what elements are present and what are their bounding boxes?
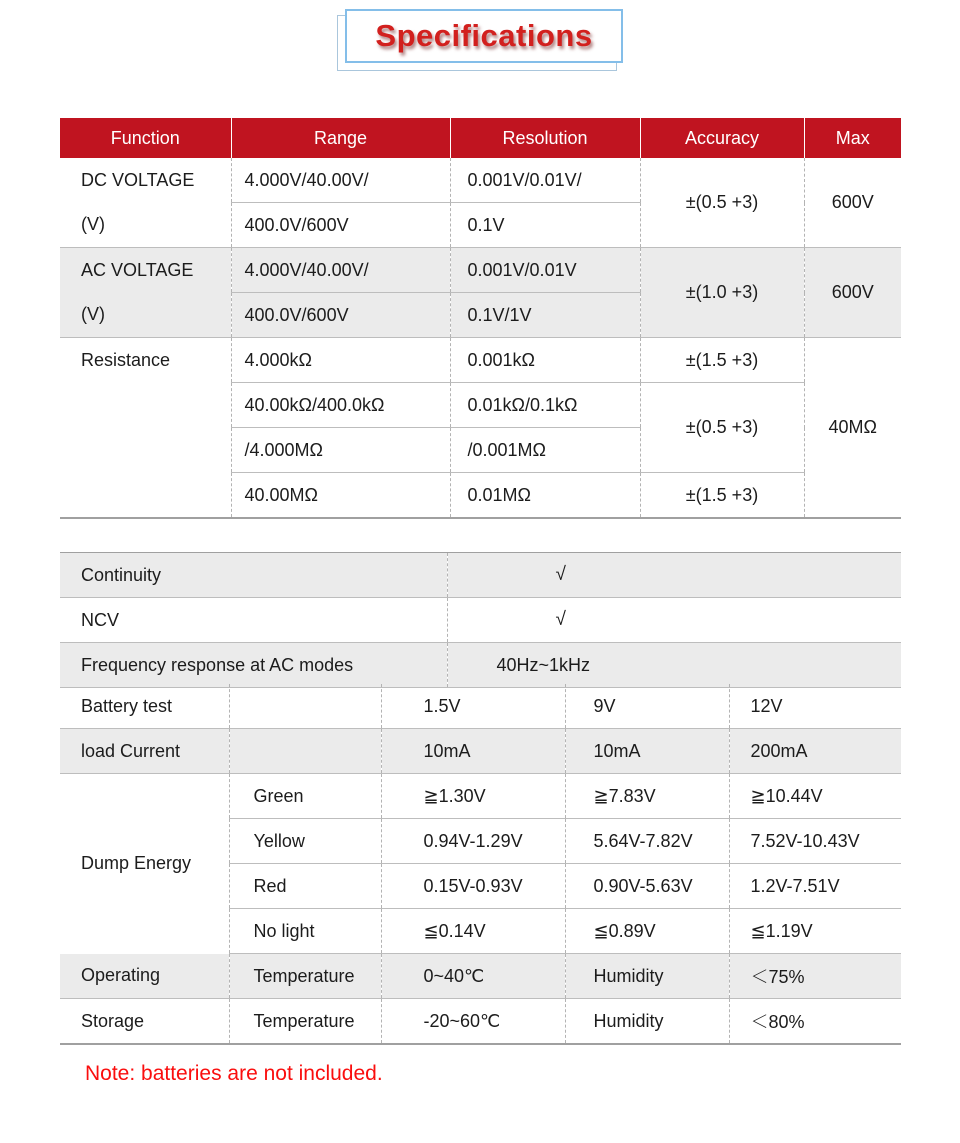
dump-energy-yellow-2: 5.64V-7.82V xyxy=(565,819,729,864)
resistance-range-4: 40.00MΩ xyxy=(231,473,450,519)
ac-range-2: 400.0V/600V xyxy=(231,293,450,338)
storage-label: Storage xyxy=(81,1010,145,1031)
battery-test-label: Battery test xyxy=(60,684,229,729)
dc-function-unit: (V) xyxy=(60,203,231,248)
dc-range-1: 4.000V/40.00V/ xyxy=(231,158,450,203)
dump-energy-red-label: Red xyxy=(229,864,381,909)
feature-table xyxy=(60,552,901,688)
dump-energy-red-2: 0.90V-5.63V xyxy=(565,864,729,909)
ncv-label: NCV xyxy=(60,598,447,643)
ac-resolution-1: 0.001V/0.01V xyxy=(450,248,640,293)
operating-humidity-label: Humidity xyxy=(565,954,729,999)
resistance-resolution-2: 0.01kΩ/0.1kΩ xyxy=(450,383,640,428)
dump-energy-green-label: Green xyxy=(229,774,381,819)
dump-energy-nolight-3: ≦1.19V xyxy=(729,909,901,954)
frequency-response-value: 40Hz~1kHz xyxy=(447,643,901,688)
table-row xyxy=(60,729,901,774)
resistance-range-2: 40.00kΩ/400.0kΩ xyxy=(231,383,450,428)
ac-range-1: 4.000V/40.00V/ xyxy=(231,248,450,293)
resistance-resolution-4: 0.01MΩ xyxy=(450,473,640,519)
title-box xyxy=(345,9,623,63)
storage-temperature-label: Temperature xyxy=(229,999,381,1045)
spec-table-header xyxy=(60,118,901,158)
operating-temperature-value: 0~40℃ xyxy=(381,954,565,999)
table-row xyxy=(60,598,901,643)
load-current-1: 10mA xyxy=(381,729,565,774)
battery-note: Note: batteries are not included. xyxy=(85,1062,383,1085)
resistance-function-name: Resistance xyxy=(81,349,171,370)
resistance-range-3: /4.000MΩ xyxy=(231,428,450,473)
ac-accuracy: ±(1.0 +3) xyxy=(640,248,804,338)
dump-energy-green-3: ≧10.44V xyxy=(729,774,901,819)
battery-environment-table xyxy=(60,684,901,1045)
dc-accuracy: ±(0.5 +3) xyxy=(640,158,804,248)
table-row xyxy=(60,999,901,1045)
resistance-max: 40MΩ xyxy=(804,338,901,519)
load-current-label: load Current xyxy=(60,729,229,774)
spec-table xyxy=(60,118,901,519)
operating-humidity-value: ＜75% xyxy=(729,954,901,999)
operating-temperature-label: Temperature xyxy=(229,954,381,999)
continuity-check: √ xyxy=(447,553,901,598)
dc-resolution-2: 0.1V xyxy=(450,203,640,248)
dump-energy-red-3: 1.2V-7.51V xyxy=(729,864,901,909)
ac-function-unit: (V) xyxy=(60,293,231,338)
battery-test-9v: 9V xyxy=(565,684,729,729)
resistance-resolution-3: /0.001MΩ xyxy=(450,428,640,473)
ac-resolution-2: 0.1V/1V xyxy=(450,293,640,338)
ac-function-name: AC VOLTAGE xyxy=(60,248,231,293)
dump-energy-yellow-label: Yellow xyxy=(229,819,381,864)
dump-energy-nolight-1: ≦0.14V xyxy=(381,909,565,954)
battery-test-1-5v: 1.5V xyxy=(381,684,565,729)
table-row xyxy=(60,158,901,203)
col-header-function: Function xyxy=(60,118,231,158)
load-current-spacer xyxy=(229,729,381,774)
operating-label: Operating xyxy=(60,954,229,999)
col-header-max: Max xyxy=(804,118,901,158)
resistance-accuracy-4: ±(1.5 +3) xyxy=(640,473,804,519)
resistance-accuracy-2-3: ±(0.5 +3) xyxy=(640,383,804,473)
dump-energy-nolight-label: No light xyxy=(229,909,381,954)
dump-energy-label: Dump Energy xyxy=(81,853,192,874)
table-row xyxy=(60,338,901,383)
ncv-check: √ xyxy=(447,598,901,643)
load-current-3: 200mA xyxy=(729,729,901,774)
storage-temperature-value: -20~60℃ xyxy=(381,999,565,1045)
table-row xyxy=(60,774,901,819)
dc-resolution-1: 0.001V/0.01V/ xyxy=(450,158,640,203)
dc-max: 600V xyxy=(804,158,901,248)
storage-humidity-label: Humidity xyxy=(565,999,729,1045)
storage-humidity-value: ＜80% xyxy=(729,999,901,1045)
table-row xyxy=(60,248,901,293)
resistance-range-1: 4.000kΩ xyxy=(231,338,450,383)
dump-energy-nolight-2: ≦0.89V xyxy=(565,909,729,954)
dc-function-name: DC VOLTAGE xyxy=(81,169,195,190)
col-header-resolution: Resolution xyxy=(450,118,640,158)
col-header-range: Range xyxy=(231,118,450,158)
continuity-label: Continuity xyxy=(60,553,447,598)
col-header-accuracy: Accuracy xyxy=(640,118,804,158)
dc-range-2: 400.0V/600V xyxy=(231,203,450,248)
dump-energy-yellow-3: 7.52V-10.43V xyxy=(729,819,901,864)
battery-test-spacer xyxy=(229,684,381,729)
resistance-resolution-1: 0.001kΩ xyxy=(450,338,640,383)
ac-max: 600V xyxy=(804,248,901,338)
load-current-2: 10mA xyxy=(565,729,729,774)
dump-energy-green-1: ≧1.30V xyxy=(381,774,565,819)
battery-test-12v: 12V xyxy=(729,684,901,729)
frequency-response-label: Frequency response at AC modes xyxy=(60,643,447,688)
table-row xyxy=(60,954,901,999)
table-row xyxy=(60,684,901,729)
dump-energy-yellow-1: 0.94V-1.29V xyxy=(381,819,565,864)
dump-energy-green-2: ≧7.83V xyxy=(565,774,729,819)
page-title: Specifications xyxy=(375,18,593,53)
table-row xyxy=(60,643,901,688)
table-row xyxy=(60,553,901,598)
dump-energy-red-1: 0.15V-0.93V xyxy=(381,864,565,909)
title-box-frame xyxy=(345,9,623,63)
resistance-accuracy-1: ±(1.5 +3) xyxy=(640,338,804,383)
